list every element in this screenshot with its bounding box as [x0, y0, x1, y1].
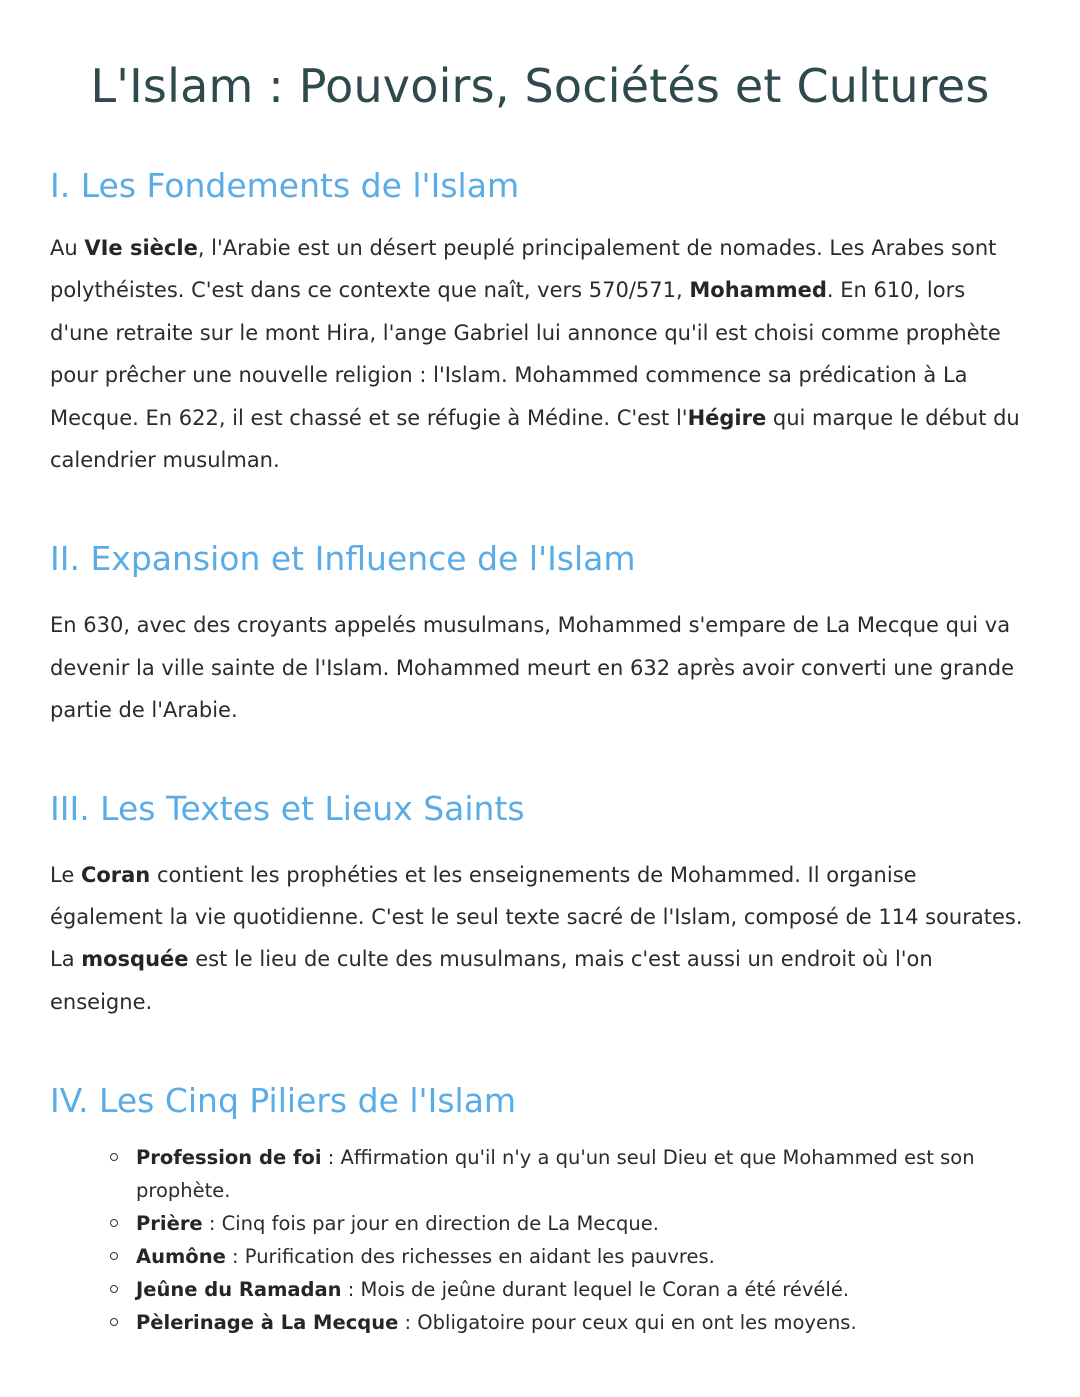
list-item: [136, 1306, 1030, 1339]
bold-term: Coran: [80, 862, 151, 887]
separator: :: [225, 1245, 245, 1269]
bold-term: Hégire: [687, 405, 767, 430]
circle-bullet-icon: [110, 1219, 118, 1227]
list-item: [136, 1141, 1030, 1207]
pillars-list: [50, 1141, 1030, 1339]
pillar-term: Prière: [136, 1212, 203, 1236]
pillar-term: Jeûne du Ramadan: [136, 1278, 342, 1302]
pillar-description: Obligatoire pour ceux qui en ont les moyens.: [417, 1311, 857, 1335]
pillar-description: Purification des richesses en aidant les pauvres.: [244, 1245, 715, 1269]
pillar-description: Mois de jeûne durant lequel le Coran a été révélé.: [360, 1278, 850, 1302]
separator: :: [202, 1212, 222, 1236]
pillar-description: Cinq fois par jour en direction de La Mecque.: [221, 1212, 659, 1236]
list-item: [136, 1273, 1030, 1306]
bold-term: VIe siècle: [84, 236, 198, 260]
list-item: [136, 1240, 1030, 1273]
section-heading-piliers: IV. Les Cinq Piliers de l'Islam: [50, 1081, 517, 1121]
pillar-term: Pèlerinage à La Mecque: [136, 1311, 399, 1335]
separator: :: [341, 1278, 361, 1302]
section-paragraph-textes: Le Coran contient les prophéties et les enseignements de Mohammed. Il organise également la vie quotidienne. C'est le seul texte sacré de l'Islam, composé de 114 sourates. La mosquée est le lieu de culte des musulmans, mais c'est aussi un endroit où l'on enseigne.: [50, 862, 1023, 1014]
section-heading-textes: III. Les Textes et Lieux Saints: [50, 788, 525, 828]
pillar-description: Affirmation qu'il n'y a qu'un seul Dieu et que Mohammed est son prophète.: [136, 1146, 975, 1203]
bold-term: mosquée: [81, 947, 189, 972]
section-heading-expansion: II. Expansion et Influence de l'Islam: [50, 539, 636, 579]
section-paragraph-expansion: En 630, avec des croyants appelés musulmans, Mohammed s'empare de La Mecque qui va devenir la ville sainte de l'Islam. Mohammed meurt en 632 après avoir converti une grande partie de l'Arabie.: [50, 613, 1015, 723]
pillar-term: Profession de foi: [136, 1146, 322, 1170]
circle-bullet-icon: [110, 1285, 118, 1293]
separator: :: [321, 1146, 341, 1170]
section-heading-fondements: I. Les Fondements de l'Islam: [50, 166, 520, 205]
list-item: [136, 1207, 1030, 1240]
pillar-term: Aumône: [136, 1245, 226, 1269]
circle-bullet-icon: [110, 1318, 118, 1326]
page-title: L'Islam : Pouvoirs, Sociétés et Cultures: [90, 59, 990, 113]
bold-term: Mohammed: [689, 278, 827, 303]
circle-bullet-icon: [110, 1153, 118, 1161]
separator: :: [398, 1311, 418, 1335]
section-paragraph-fondements: Au VIe siècle, l'Arabie est un désert peuplé principalement de nomades. Les Arabes sont polythéistes. C'est dans ce contexte que naît, vers 570/571, Mohammed. En 610, lors d'une retraite sur le mont Hira, l'ange Gabriel lui annonce qu'il est choisi comme prophète pour prêcher une nouvelle religion : l'Islam. Mohammed commence sa prédication à La Mecque. En 622, il est chassé et se réfugie à Médine. C'est l'Hégire qui marque le début du calendrier musulman.: [50, 236, 1020, 473]
circle-bullet-icon: [110, 1252, 118, 1260]
